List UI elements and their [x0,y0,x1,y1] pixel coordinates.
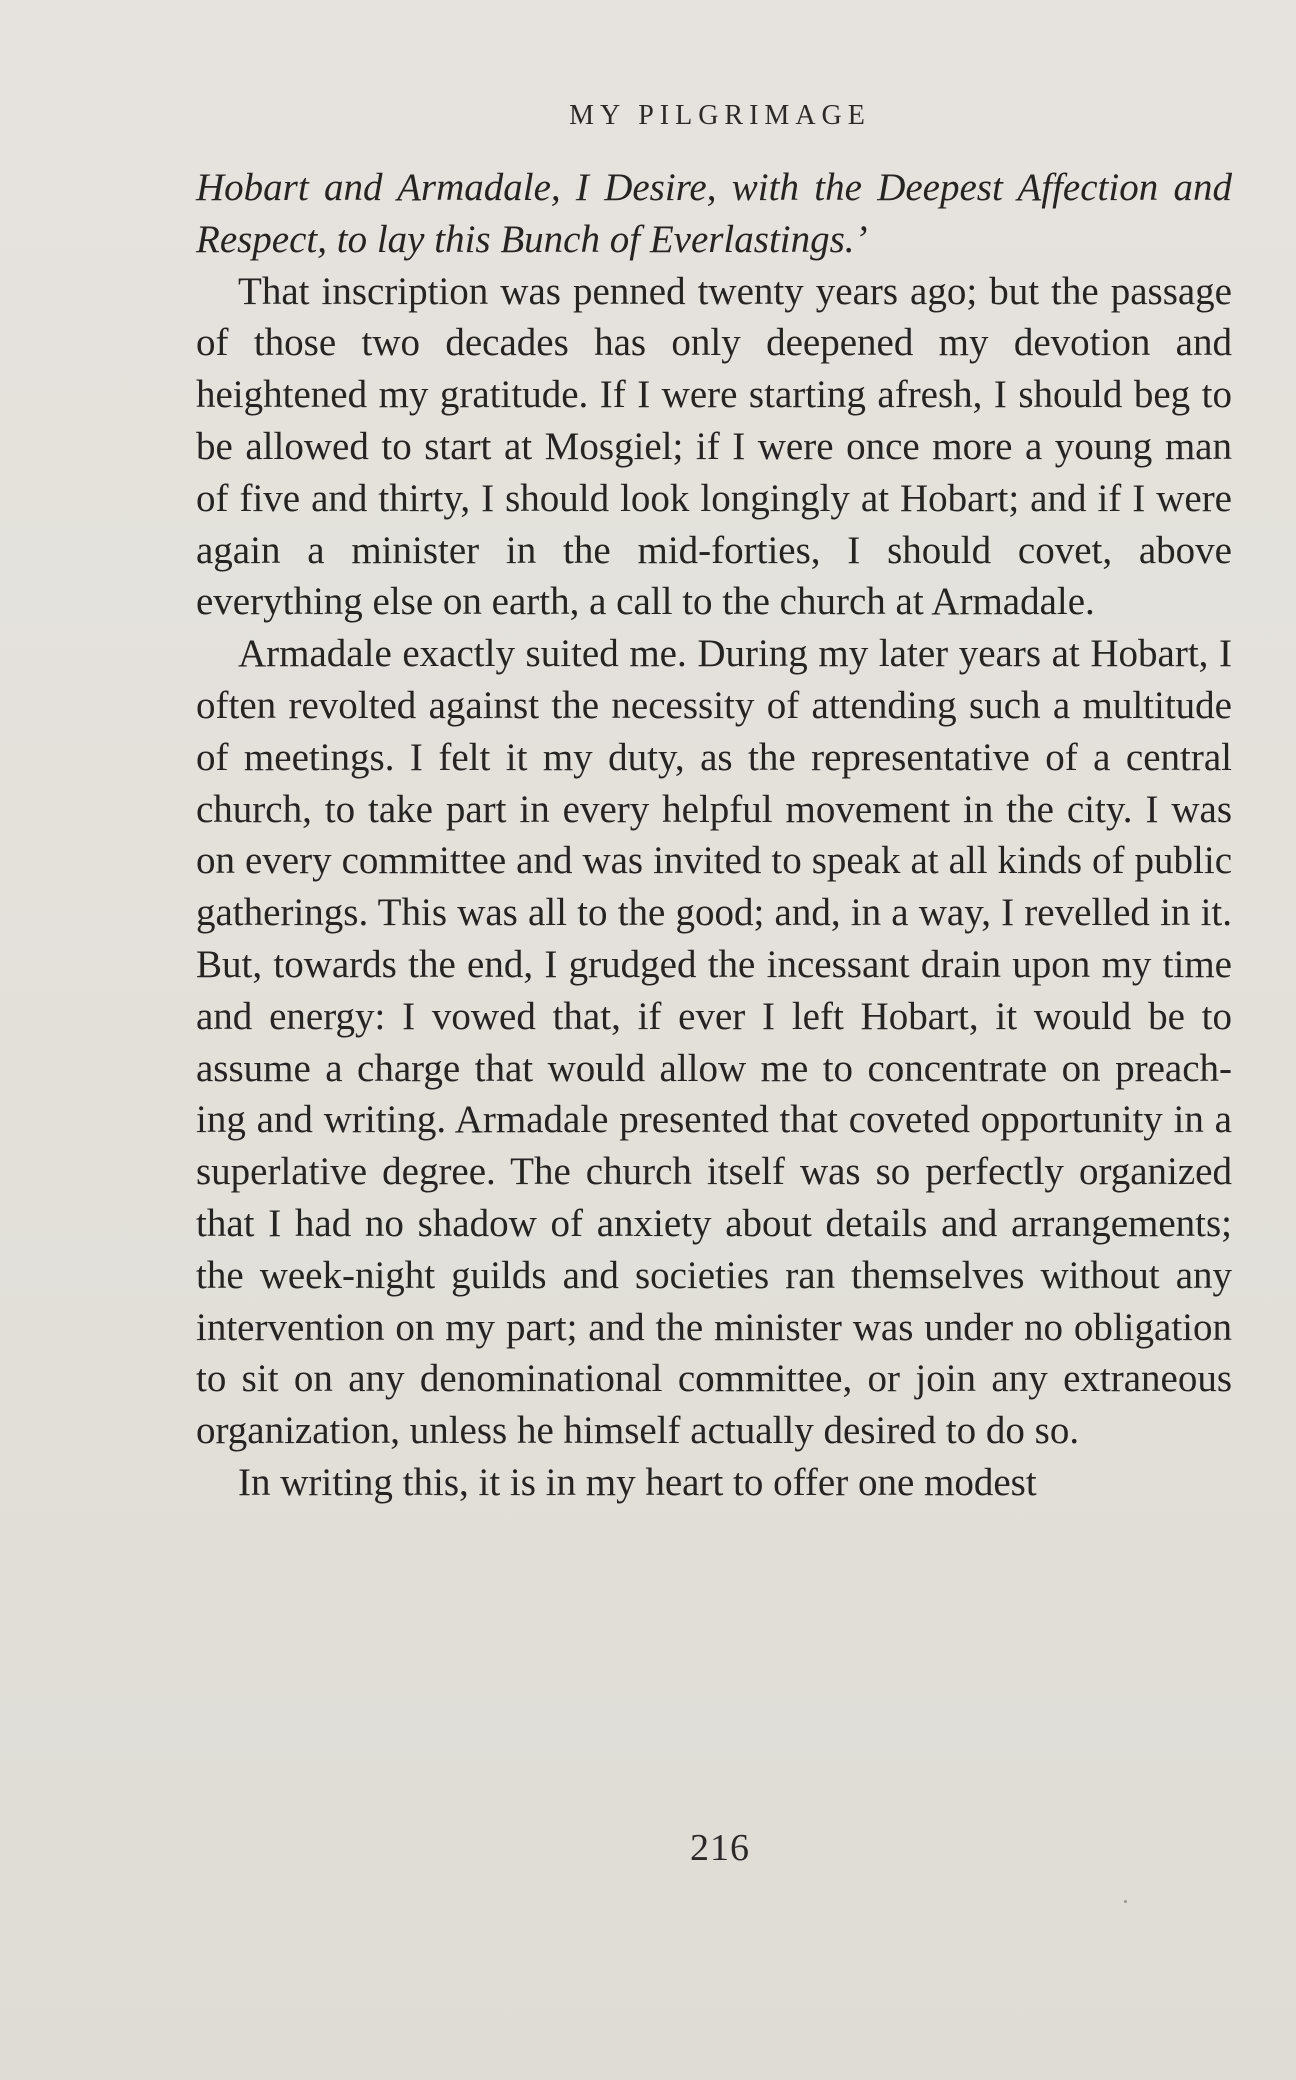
paragraph-armadale: Armadale exactly suited me. During my later years at Hobart, I often revolted against the necessity of attending such a multitude of meetings. I felt it my duty, as the representative of a central church, to take part in every helpful movement in the city. I was on every committee and was invited to speak at all kinds of public gatherings. This was all to the good; and, in a way, I revelled in it. But, towards the end, I grudged the incessant drain upon my time and energy: I vowed that, if ever I left Hobart, it would be to assume a charge that would allow me to concentrate on preach-ing and writing. Armadale presented that coveted opportunity in a superlative degree. The church itself was so perfectly organized that I had no shadow of anxiety about details and arrangements; the week-night guilds and societies ran themselves without any intervention on my part; and the minister was under no obligation to sit on any denominational committee, or join any extraneous organization, unless he himself actually desired to do so. [196,632,1232,1453]
page-number: 216 [690,1827,750,1869]
body-text [196,162,1232,1509]
paragraph-dedication-continuation: Hobart and Armadale, I Desire, with the Deepest Affection and Respect, to lay this Bunch of Everlastings.’ [196,166,1232,261]
paragraph-closing: In writing this, it is in my heart to offer one modest [238,1460,1037,1504]
paragraph-inscription: That inscription was penned twenty years ago; but the passage of those two decades has only deepened my devotion and heightened my gratitude. If I were starting afresh, I should beg to be allowed to start at Mosgiel; if I were once more a young man of five and thirty, I should look longingly at Hobart; and if I were again a minister in the mid-forties, I should covet, above everything else on earth, a call to the church at Armadale. [196,269,1232,624]
paper-speck [1124,1900,1127,1903]
running-head: MY PILGRIMAGE [569,100,871,131]
